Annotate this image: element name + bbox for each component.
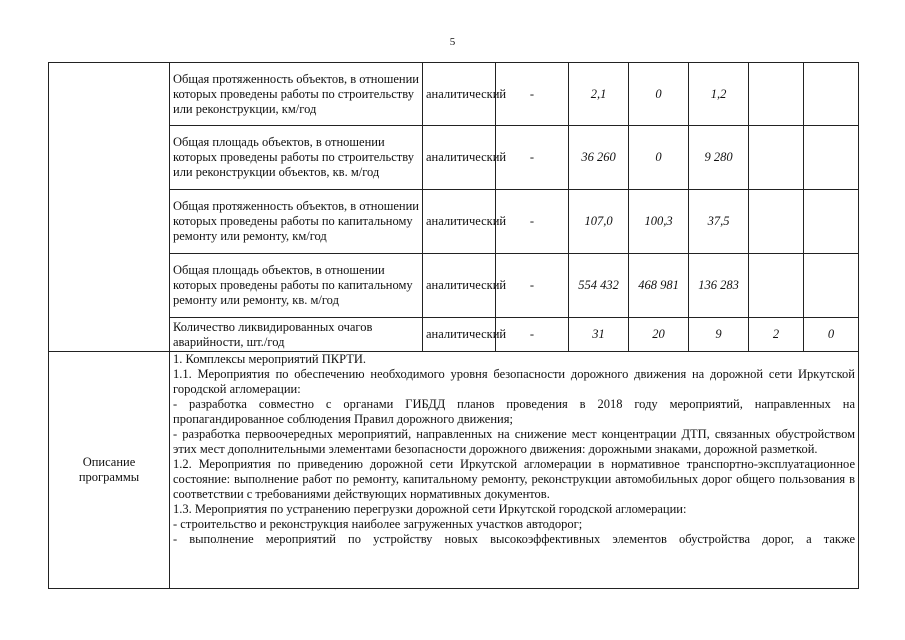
description-paragraph: - разработка совместно с органами ГИБДД планов проведения в 2018 году мероприятий, направленных на пропагандированное соблюдения Правил дорожного движения; [173, 397, 855, 426]
indicator-value [749, 126, 804, 190]
empty-label-cell [49, 63, 170, 352]
indicator-value: 36 260 [569, 126, 629, 190]
indicator-value: 468 981 [629, 254, 689, 318]
description-paragraph: 1.3. Мероприятия по устранению перегрузки дорожной сети Иркутской городской агломерации: [173, 502, 687, 516]
description-row [49, 352, 859, 589]
indicator-value [804, 190, 859, 254]
indicator-method: аналитический [423, 254, 496, 318]
description-paragraph: 1.2. Мероприятия по приведению дорожной сети Иркутской агломерации в нормативное транспортно-эксплуатационное состояние: выполнение работ по ремонту, капитальному ремонту, реконструкции автомобильных дорог общего пользования в соответствии с требованиями действующих нормативных документов. [173, 457, 855, 501]
indicator-value [749, 190, 804, 254]
program-description [170, 352, 859, 589]
indicator-value: 20 [629, 318, 689, 352]
table-row [49, 318, 859, 352]
indicator-value: 554 432 [569, 254, 629, 318]
indicator-base: - [496, 254, 569, 318]
indicator-name: Количество ликвидированных очагов аварийности, шт./год [170, 318, 423, 352]
indicator-value: 37,5 [689, 190, 749, 254]
indicator-method: аналитический [423, 318, 496, 352]
indicator-name: Общая площадь объектов, в отношении которых проведены работы по строительству или реконструкции объектов, кв. м/год [170, 126, 423, 190]
indicator-value: 2,1 [569, 63, 629, 126]
indicator-base: - [496, 318, 569, 352]
section-label: Описание программы [49, 352, 170, 589]
indicator-method: аналитический [423, 126, 496, 190]
indicator-value: 0 [804, 318, 859, 352]
program-table [48, 62, 859, 589]
table-row [49, 126, 859, 190]
indicator-value [804, 126, 859, 190]
indicator-value [804, 63, 859, 126]
indicator-base: - [496, 126, 569, 190]
page-number: 5 [449, 36, 456, 48]
indicator-value: 9 280 [689, 126, 749, 190]
indicator-value: 1,2 [689, 63, 749, 126]
indicator-value: 107,0 [569, 190, 629, 254]
indicator-value: 136 283 [689, 254, 749, 318]
indicator-value: 2 [749, 318, 804, 352]
indicator-value [804, 254, 859, 318]
table-row [49, 190, 859, 254]
indicator-name: Общая площадь объектов, в отношении которых проведены работы по капитальному ремонту или ремонту, кв. м/год [170, 254, 423, 318]
description-paragraph: 1.1. Мероприятия по обеспечению необходимого уровня безопасности дорожного движения на дорожной сети Иркутской городской агломерации: [173, 367, 855, 396]
indicator-name: Общая протяженность объектов, в отношении которых проведены работы по капитальному ремонту или ремонту, км/год [170, 190, 423, 254]
indicator-base: - [496, 190, 569, 254]
indicator-name: Общая протяженность объектов, в отношении которых проведены работы по строительству или реконструкции, км/год [170, 63, 423, 126]
table-row [49, 63, 859, 126]
description-paragraph: 1. Комплексы мероприятий ПКРТИ. [173, 352, 367, 366]
description-paragraph: - выполнение мероприятий по устройству новых высокоэффективных элементов обустройства дорог, а также [173, 532, 855, 546]
indicator-value: 31 [569, 318, 629, 352]
indicator-value: 0 [629, 126, 689, 190]
indicator-value: 9 [689, 318, 749, 352]
description-paragraph: - строительство и реконструкция наиболее загруженных участков автодорог; [173, 517, 583, 531]
indicator-value: 100,3 [629, 190, 689, 254]
description-paragraph: - разработка первоочередных мероприятий, направленных на снижение мест концентрации ДТП, связанных обустройством этих мест дополнительными элементами безопасности дорожного движения: дорожными знаками, дорожной разметкой. [173, 427, 855, 456]
indicator-method: аналитический [423, 63, 496, 126]
indicator-value [749, 63, 804, 126]
indicator-value: 0 [629, 63, 689, 126]
table-row [49, 254, 859, 318]
indicator-base: - [496, 63, 569, 126]
indicator-method: аналитический [423, 190, 496, 254]
indicator-value [749, 254, 804, 318]
